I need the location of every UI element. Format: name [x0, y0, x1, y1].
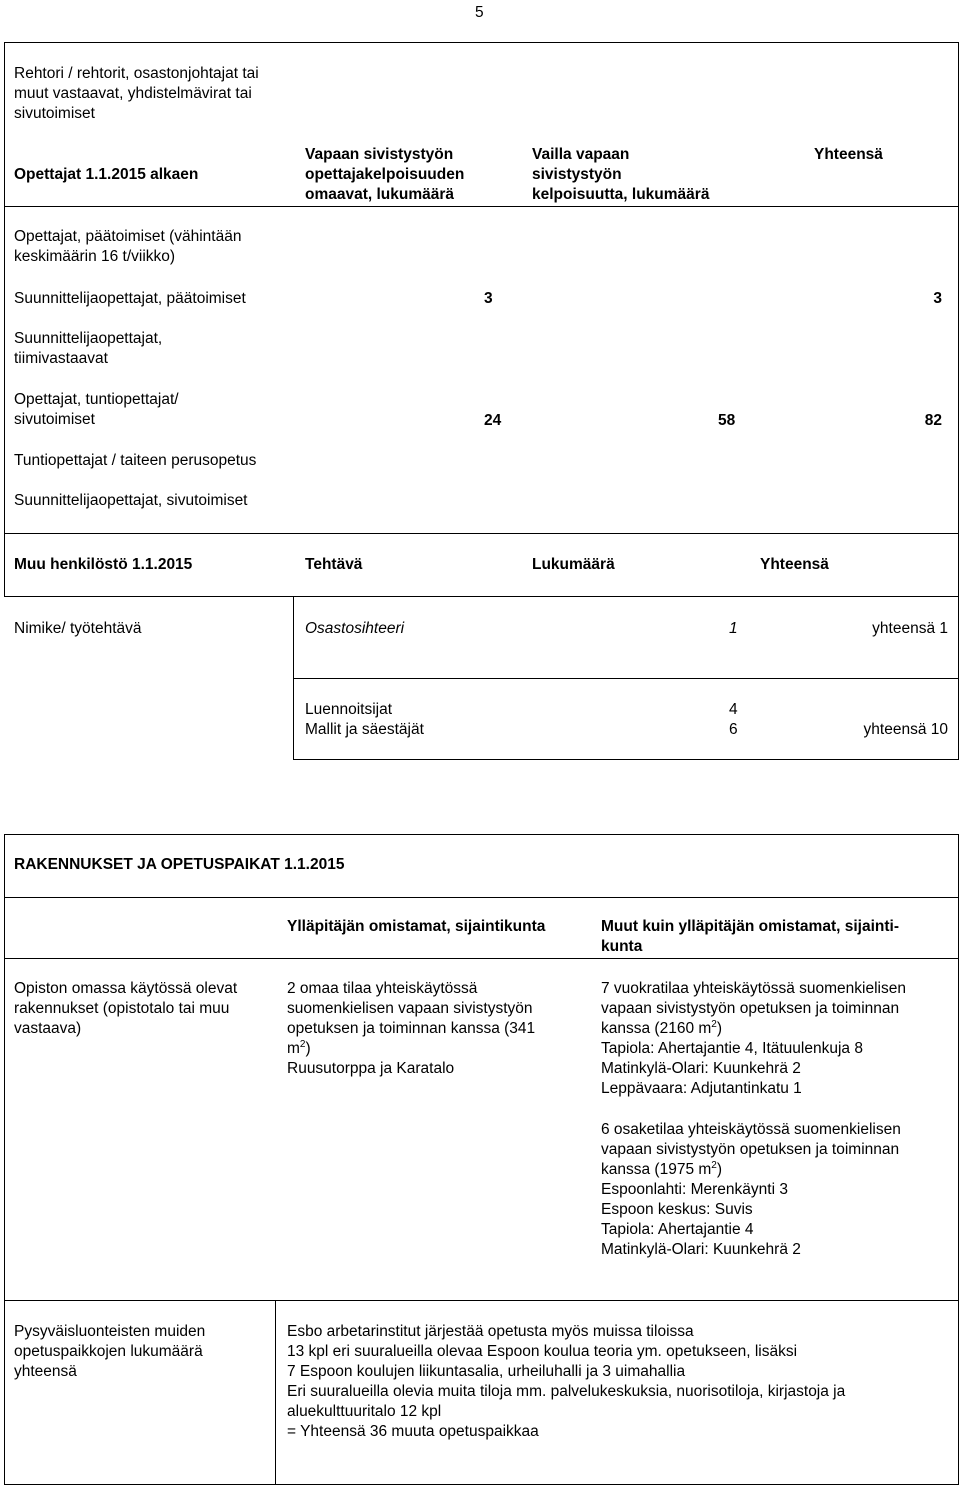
table-divider — [293, 678, 959, 679]
owned-buildings-desc: 2 omaa tilaa yhteiskäytössä suomenkielisen vapaan sivistystyön opetuksen ja toiminnan kanssa (341 m — [287, 980, 536, 1057]
staff-row-qualified: 3 — [484, 290, 493, 307]
staff-header-teachers: Opettajat 1.1.2015 alkaen — [14, 166, 199, 183]
staff-row-label: Tuntiopettajat / taiteen perusopetus — [14, 452, 257, 469]
rented-close-2: ) — [716, 1161, 723, 1178]
table-divider — [275, 1300, 276, 1485]
staff-row-label: Opettajat, päätoimiset (vähintään keskimäärin 16 t/viikko) — [14, 228, 242, 265]
table-border-top — [4, 42, 959, 43]
rented-locations-1: Tapiola: Ahertajantie 4, Itätuulenkuja 8 Matinkylä-Olari: Kuunkehrä 2 Leppävaara: Adjutantinkatu 1 — [601, 1040, 863, 1097]
staff-row-qualified: 24 — [484, 412, 502, 429]
table-divider — [4, 533, 959, 534]
other-staff-count: 1 — [729, 620, 738, 637]
table-border-right — [958, 42, 959, 760]
staff-header-qualified: Vapaan sivistystyön opettajakelpoisuuden omaavat, lukumäärä — [305, 146, 465, 203]
shares-buildings-text — [601, 1120, 951, 1260]
staff-header-total: Yhteensä — [814, 146, 883, 163]
rented-desc-1: 7 vuokratilaa yhteiskäytössä suomenkielisen vapaan sivistystyön opetuksen ja toiminnan kanssa (2160 m — [601, 980, 906, 1037]
staff-header-unqualified: Vailla vapaan sivistystyön kelpoisuutta, lukumäärä — [532, 146, 710, 203]
buildings-header-rented: Muut kuin ylläpitäjän omistamat, sijainti- kunta — [601, 918, 899, 955]
owned-close: ) — [305, 1040, 311, 1057]
rented-sup-1: 2 — [711, 1018, 717, 1030]
staff-intro-label: Rehtori / rehtorit, osastonjohtajat tai muut vastaavat, yhdistelmävirat tai sivutoimiset — [14, 65, 259, 122]
buildings-header-owned: Ylläpitäjän omistamat, sijaintikunta — [287, 918, 546, 935]
table-divider — [293, 596, 294, 760]
staff-row-label: Suunnittelijaopettajat, tiimivastaavat — [14, 330, 163, 367]
rented-sup-2: 2 — [711, 1159, 717, 1171]
staff-row-total: 82 — [924, 412, 942, 429]
owned-buildings-names: Ruusutorppa ja Karatalo — [287, 1060, 455, 1077]
other-staff-header-task: Tehtävä — [305, 556, 363, 573]
rented-close-1: ) — [716, 1020, 723, 1037]
table-border-left — [4, 834, 5, 1485]
other-staff-header: Muu henkilöstö 1.1.2015 — [14, 556, 193, 573]
table-border-bottom — [4, 1484, 959, 1485]
rented-desc-2: 6 osaketilaa yhteiskäytössä suomenkielisen vapaan sivistystyön opetuksen ja toiminnan kanssa (1975 m — [601, 1121, 901, 1178]
buildings-row-label: Pysyväisluonteisten muiden opetuspaikkojen lukumäärä yhteensä — [14, 1323, 206, 1380]
rented-buildings-text — [601, 979, 951, 1099]
table-border-left — [4, 42, 5, 596]
table-border-top — [4, 834, 959, 835]
buildings-row-label: Opiston omassa käytössä olevat rakennukset (opistotalo tai muu vastaava) — [14, 980, 238, 1037]
other-staff-total: yhteensä 10 — [863, 721, 948, 738]
staff-row-label: Opettajat, tuntiopettajat/ sivutoimiset — [14, 391, 179, 428]
owned-sup: 2 — [299, 1038, 306, 1050]
table-divider — [4, 958, 959, 959]
other-teaching-places-text: Esbo arbetarinstitut järjestää opetusta myös muissa tiloissa 13 kpl eri suuralueilla olevaa Espoon koulua teoria ym. opetukseen, lisäksi 7 Espoon koulujen liikuntasalia, urheiluhalli ja 3 uimahallia Eri suuralueilla olevia muita tiloja mm. palvelukeskuksia, nuorisotiloja, kirjastoja ja aluekulttuuritalo 12 kpl = Yhteensä 36 muuta opetuspaikkaa — [287, 1323, 846, 1440]
other-staff-tasks: Luennoitsijat Mallit ja säestäjät — [305, 701, 424, 738]
owned-buildings-text — [287, 979, 587, 1079]
table-divider — [4, 1300, 959, 1301]
table-border-right — [958, 834, 959, 1485]
rented-locations-2: Espoonlahti: Merenkäynti 3 Espoon keskus: Suvis Tapiola: Ahertajantie 4 Matinkylä-Olari: Kuunkehrä 2 — [601, 1181, 801, 1258]
other-staff-label: Nimike/ työtehtävä — [14, 620, 142, 637]
table-divider — [4, 596, 959, 597]
staff-row-label: Suunnittelijaopettajat, päätoimiset — [14, 290, 246, 307]
staff-row-total: 3 — [933, 290, 942, 307]
table-divider — [4, 206, 959, 207]
page-number: 5 — [475, 4, 484, 21]
other-staff-total: yhteensä 1 — [872, 620, 948, 637]
other-staff-task: Osastosihteeri — [305, 620, 405, 637]
buildings-title: RAKENNUKSET JA OPETUSPAIKAT 1.1.2015 — [14, 856, 345, 873]
staff-row-unqualified: 58 — [718, 412, 736, 429]
other-staff-counts: 4 6 — [729, 701, 738, 738]
staff-row-label: Suunnittelijaopettajat, sivutoimiset — [14, 492, 248, 509]
table-divider — [293, 759, 959, 760]
table-divider — [4, 897, 959, 898]
other-staff-header-total: Yhteensä — [760, 556, 829, 573]
other-staff-header-count: Lukumäärä — [532, 556, 615, 573]
